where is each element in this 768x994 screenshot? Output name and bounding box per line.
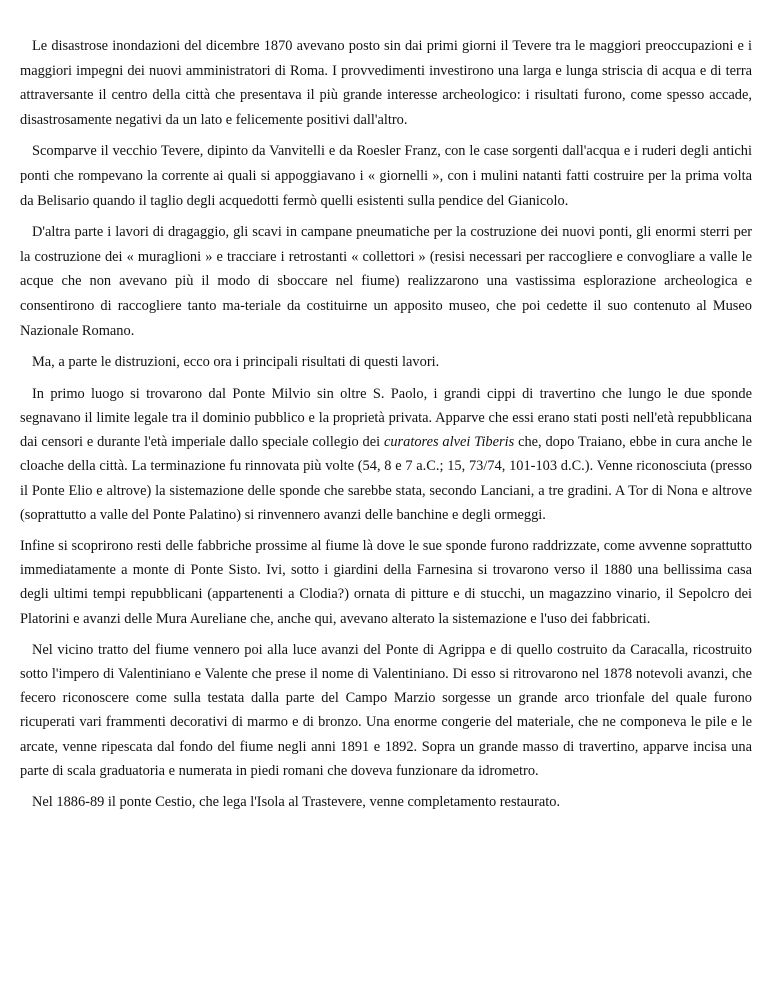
- paragraph-dredging-works: [20, 220, 752, 343]
- paragraph-agrippa-bridge: [20, 638, 752, 783]
- paragraph-farnesina-finds: [20, 534, 752, 631]
- paragraph-text: In primo luogo si trovarono dal Ponte Milvio sin oltre S. Paolo, i grandi cippi di travertino che lungo le due sponde segnavano il limite legale tra il dominio pubblico e la proprietà privata. Apparve che essi erano stati posti nell'età repubblicana dai censori e durante l'età imperiale dallo speciale collegio dei: [20, 385, 752, 451]
- paragraph-text: Infine si scoprirono resti delle fabbriche prossime al fiume là dove le sue sponde furono raddrizzate, come avvenne soprattutto immediatamente a monte di Ponte Sisto. Ivi, sotto i giardini della Farnesina si trovarono verso il 1880 una bellissima casa degli ultimi tempi repubblicani (appartenenti a Clodia?) ornata di pitture e di stucchi, un magazzino vinario, il Sepolcro dei Platorini e avanzi delle Mura Aureliane che, anche qui, avevano alterato la sistemazione e l'uso dei fabbricati.: [20, 537, 752, 627]
- paragraph-text: Nel vicino tratto del fiume vennero poi alla luce avanzi del Ponte di Agrippa e di quello costruito da Caracalla, ricostruito sotto l'impero di Valentiniano e Valente che prese il nome di Valentiniano. Di esso si ritrovarono nel 1878 notevoli avanzi, che fecero riconoscere come sulla testata dalla parte del Campo Marzio sorgesse un grande arco trionfale del quale furono ricuperati vari frammenti decorativi di marmo e di bronzo. Una enorme congerie del materiale, che ne componeva le pile e le arcate, venne ripescata dal fondo del fiume negli anni 1891 e 1892. Sopra un grande masso di travertino, apparve incisa una parte di scala graduatoria e numerata in piedi romani che doveva funzionare da idrometro.: [20, 641, 752, 779]
- paragraph-text: che, dopo Traiano, ebbe in cura anche le cloache della città. La terminazione fu rinnovata più volte (54, 8 e 7 a.C.; 15, 73/74, 101-103 d.C.). Venne riconosciuta (presso il Ponte Elio e altrove) la sistemazione delle sponde che sarebbe stata, secondo Lanciani, a tre gradini. A Tor di Nona e altrove (soprattutto a valle del Ponte Palatino) si rinvennero avanzi delle banchine e degli ormeggi.: [20, 434, 753, 523]
- latin-term-italic: curatores alvei Tiberis: [383, 434, 515, 451]
- paragraph-travertine-cippi: [20, 382, 752, 527]
- paragraph-old-tevere: [20, 139, 752, 213]
- paragraph-text: Le disastrose inondazioni del dicembre 1870 avevano posto sin dai primi giorni il Tevere tra le maggiori preoccupazioni e i maggiori impegni dei nuovi amministratori di Roma. I provvedimenti investirono una larga e lunga striscia di acqua e di terra attraversante il centro della città che presentava il più grande interesse archeologico: i risultati furono, come spesso accade, disastrosamente negativi da un lato e felicemente positivi dall'altro.: [20, 38, 752, 128]
- paragraph-text: Nel 1886-89 il ponte Cestio, che lega l'Isola al Trastevere, venne completamento restaurato.: [32, 793, 561, 810]
- paragraph-text: Scomparve il vecchio Tevere, dipinto da Vanvitelli e da Roesler Franz, con le case sorgenti dall'acqua e i ruderi degli antichi ponti che rompevano la corrente ai quali si appoggiavano i « giornelli », con i mulini natanti fatti costruire per la prima volta da Belisario quando il taglio degli acquedotti fermò quelli esistenti sulla pendice del Gianicolo.: [20, 143, 752, 209]
- paragraph-text: D'altra parte i lavori di dragaggio, gli scavi in campane pneumatiche per la costruzione dei nuovi ponti, gli enormi sterri per la costruzione dei « muraglioni » e tracciare i retrostanti « collettori » (resisi necessari per raccogliere e convogliare a valle le acque che non avevano più il modo di sboccare nel fiume) realizzarono una vastissima esplorazione archeologica e consentirono di raccogliere tanto ma-teriale da costituirne un apposito museo, che poi cedette il suo contenuto al Museo Nazionale Romano.: [20, 224, 752, 339]
- paragraph-main-results-intro: [20, 350, 752, 375]
- paragraph-ponte-cestio: [20, 790, 752, 815]
- document-page: [20, 34, 752, 822]
- paragraph-floods-1870: [20, 34, 752, 132]
- paragraph-text: Ma, a parte le distruzioni, ecco ora i principali risultati di questi lavori.: [32, 354, 440, 371]
